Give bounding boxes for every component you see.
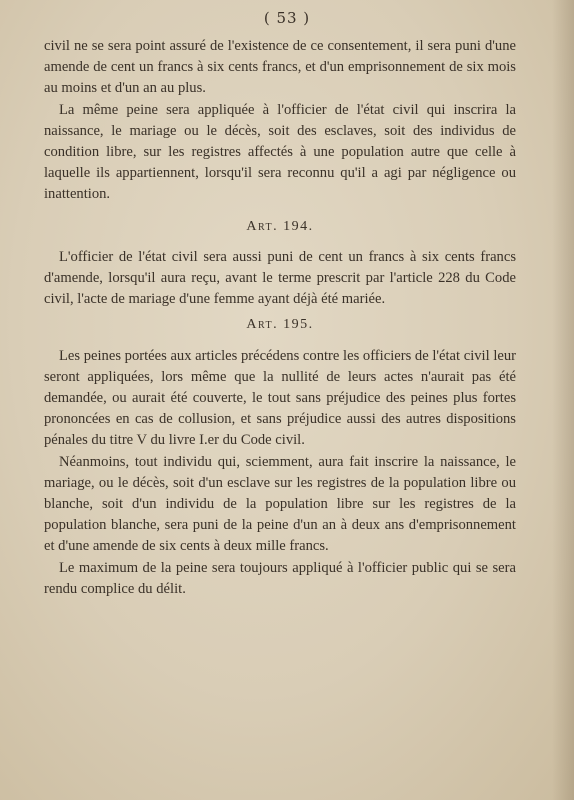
paragraph-same-penalty: La même peine sera appliquée à l'officier de l'état civil qui inscrira la naissance, le mariage ou le décès, soit des esclaves, soit des individus de condition libre, sur les registres affectés à une population autre que celle à laquelle ils appartiennent, lorsqu'il sera reconnu qu'il a agi par négligence ou inattention. <box>44 101 516 203</box>
article-195-paragraph-2: Néanmoins, tout individu qui, sciemment, aura fait inscrire la naissance, le mariage, ou le décès, soit d'un esclave sur les registres de la population libre ou blanche, soit d'un individu de la population libre sur les registres de la population blanche, sera puni de la peine d'un an à deux ans d'emprisonnement et d'une amende de six cents à deux mille francs. <box>44 453 516 555</box>
article-195-paragraph-1: Les peines portées aux articles précédens contre les officiers de l'état civil leur seront appliquées, lors même que la nullité de leurs actes n'aurait pas été demandée, ou aurait été couverte, le tout sans préjudice des peines plus fortes prononcées en cas de collusion, et sans préjudice aussi des autres dispositions pénales du titre V du livre I.er du Code civil. <box>44 347 517 449</box>
document-body <box>44 36 516 600</box>
article-195-paragraph-3: Le maximum de la peine sera toujours appliqué à l'officier public qui se sera rendu complice du délit. <box>44 559 516 597</box>
article-194-heading: Art. 194. <box>246 218 314 234</box>
article-194-paragraph: L'officier de l'état civil sera aussi puni de cent un francs à six cents francs d'amende, lorsqu'il aura reçu, avant le terme prescrit par l'article 228 du Code civil, l'acte de mariage d'une femme ayant déjà été mariée. <box>44 248 516 308</box>
article-195-heading: Art. 195. <box>246 317 314 333</box>
page-number: ( 53 ) <box>263 9 311 27</box>
paragraph-continued: civil ne se sera point assuré de l'existence de ce consentement, il sera puni d'une amende de cent un francs à six cents francs, et d'un emprisonnement de six mois au moins et d'un an au plus. <box>44 38 516 97</box>
page-edge-shadow <box>552 0 574 800</box>
